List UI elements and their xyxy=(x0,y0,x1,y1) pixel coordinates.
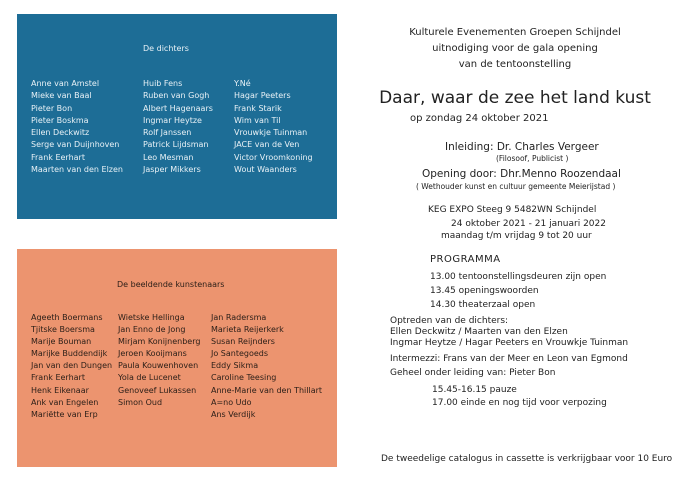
programma-item: 14.30 theaterzaal open xyxy=(430,300,536,310)
dichters-panel xyxy=(17,14,337,219)
name-list-item: Simon Oud xyxy=(118,397,163,407)
name-list-item: Genoveef Lukassen xyxy=(118,385,197,395)
name-list-item: Wim van Til xyxy=(234,115,281,125)
name-list-item: Ank van Engelen xyxy=(31,397,99,407)
pauze-line: 15.45-16.15 pauze xyxy=(432,385,517,395)
optreden-line: Ingmar Heytze / Hagar Peeters en Vrouwkje Tuinman xyxy=(390,338,629,348)
inleiding-subtitle: (Filosoof, Publicist ) xyxy=(496,154,569,163)
invitation-text xyxy=(350,0,700,483)
name-list-item: Y.Né xyxy=(234,79,251,88)
name-list-item: Jan van den Dungen xyxy=(31,361,113,371)
name-list-item: Susan Reijnders xyxy=(211,337,275,347)
exhibition-period: 24 oktober 2021 - 21 januari 2022 xyxy=(451,219,606,229)
name-list-item: Wout Waanders xyxy=(234,165,297,175)
opening-line: Opening door: Dhr.Menno Roozendaal xyxy=(422,168,621,180)
name-list-item: Anne van Amstel xyxy=(31,79,100,88)
name-list-item: Ageeth Boermans xyxy=(31,313,103,322)
name-list-item: Paula Kouwenhoven xyxy=(118,361,199,371)
name-list-item: Huib Fens xyxy=(143,79,183,88)
name-list-item: Patrick Lijdsman xyxy=(143,140,209,150)
name-list-item: Albert Hagenaars xyxy=(143,103,213,113)
name-list-item: Frank Eerhart xyxy=(31,152,85,162)
name-list-item: Serge van Duijnhoven xyxy=(31,140,120,150)
name-list-item: Hagar Peeters xyxy=(234,91,291,101)
dichters-column-2 xyxy=(143,78,213,176)
organization-name: Kulturele Evenementen Groepen Schijndel xyxy=(409,27,621,38)
name-list-item: Pieter Boskma xyxy=(31,115,89,125)
name-list-item: Ruben van Gogh xyxy=(143,91,210,101)
name-list-item: Henk Eikenaar xyxy=(31,385,89,395)
name-list-item: Victor Vroomkoning xyxy=(234,152,313,162)
kunstenaars-panel xyxy=(17,249,337,467)
programma-item: 13.45 openingswoorden xyxy=(430,286,539,296)
name-list-item: Frank Starik xyxy=(234,103,282,113)
kunstenaars-title: De beeldende kunstenaars xyxy=(117,280,225,289)
optreden-heading: Optreden van de dichters: xyxy=(390,316,509,326)
programma-item: 13.00 tentoonstellingsdeuren zijn open xyxy=(430,272,607,282)
intermezzi-line: Intermezzi: Frans van der Meer en Leon van Egmond xyxy=(390,354,628,364)
catalogus-note: De tweedelige catalogus in cassette is verkrijgbaar voor 10 Euro xyxy=(381,454,673,464)
name-list-item: Frank Eerhart xyxy=(31,373,85,383)
name-list-item: JACE van de Ven xyxy=(234,140,300,150)
name-list-item: Ans Verdijk xyxy=(211,409,256,419)
invitation-line: uitnodiging voor de gala opening xyxy=(432,43,598,54)
optreden-line: Ellen Deckwitz / Maarten van den Elzen xyxy=(390,327,568,337)
name-list-item: Mieke van Baal xyxy=(31,91,92,101)
name-list-item: Jan Enno de Jong xyxy=(118,325,186,335)
kunstenaars-column-1 xyxy=(31,312,112,421)
name-list-item: Jasper Mikkers xyxy=(143,165,201,175)
name-list-item: Maarten van den Elzen xyxy=(31,165,123,175)
leiding-line: Geheel onder leiding van: Pieter Bon xyxy=(390,368,556,378)
name-list-item: Vrouwkje Tuinman xyxy=(234,128,308,138)
opening-subtitle: ( Wethouder kunst en cultuur gemeente Meierijstad ) xyxy=(416,182,616,191)
name-list-item: Marieta Reijerkerk xyxy=(211,325,284,335)
name-list-item: Rolf Janssen xyxy=(143,128,192,138)
name-list-item: Mirjam Konijnenberg xyxy=(118,337,201,347)
einde-line: 17.00 einde en nog tijd voor verpozing xyxy=(432,398,607,408)
dichters-title: De dichters xyxy=(143,44,189,53)
name-list-item: Jan Radersma xyxy=(211,313,267,322)
invitation-line-2: van de tentoonstelling xyxy=(458,59,572,70)
opening-hours: maandag t/m vrijdag 9 tot 20 uur xyxy=(441,231,592,241)
dichters-column-1 xyxy=(31,78,123,176)
name-list-item: Jo Santegoeds xyxy=(211,349,269,359)
exhibition-title: Daar, waar de zee het land kust xyxy=(379,88,651,108)
name-list-item: Yola de Lucenet xyxy=(118,373,181,383)
kunstenaars-column-3 xyxy=(211,312,322,421)
exhibition-date: op zondag 24 oktober 2021 xyxy=(410,113,549,124)
programma-title: PROGRAMMA xyxy=(430,254,501,265)
kunstenaars-column-2 xyxy=(118,312,200,409)
name-list-item: Jeroen Kooijmans xyxy=(118,349,187,359)
name-list-item: Anne-Marie van den Thillart xyxy=(211,385,323,395)
name-list-item: Tjitske Boersma xyxy=(31,325,95,335)
name-list-item: Ellen Deckwitz xyxy=(31,128,90,138)
name-list-item: Eddy Sikma xyxy=(211,361,259,371)
name-list-item: Leo Mesman xyxy=(143,152,194,162)
name-list-item: Marije Bouman xyxy=(31,337,92,347)
name-list-item: A=no Udo xyxy=(211,397,252,407)
name-list-item: Caroline Teesing xyxy=(211,373,277,383)
venue-address: KEG EXPO Steeg 9 5482WN Schijndel xyxy=(428,205,597,215)
name-list-item: Marijke Buddendijk xyxy=(31,349,108,359)
inleiding-line: Inleiding: Dr. Charles Vergeer xyxy=(445,141,599,153)
name-list-item: Wietske Hellinga xyxy=(118,313,185,322)
name-list-item: Pieter Bon xyxy=(31,103,73,113)
dichters-column-3 xyxy=(234,78,313,176)
name-list-item: Mariëtte van Erp xyxy=(31,409,98,419)
name-list-item: Ingmar Heytze xyxy=(143,115,202,125)
